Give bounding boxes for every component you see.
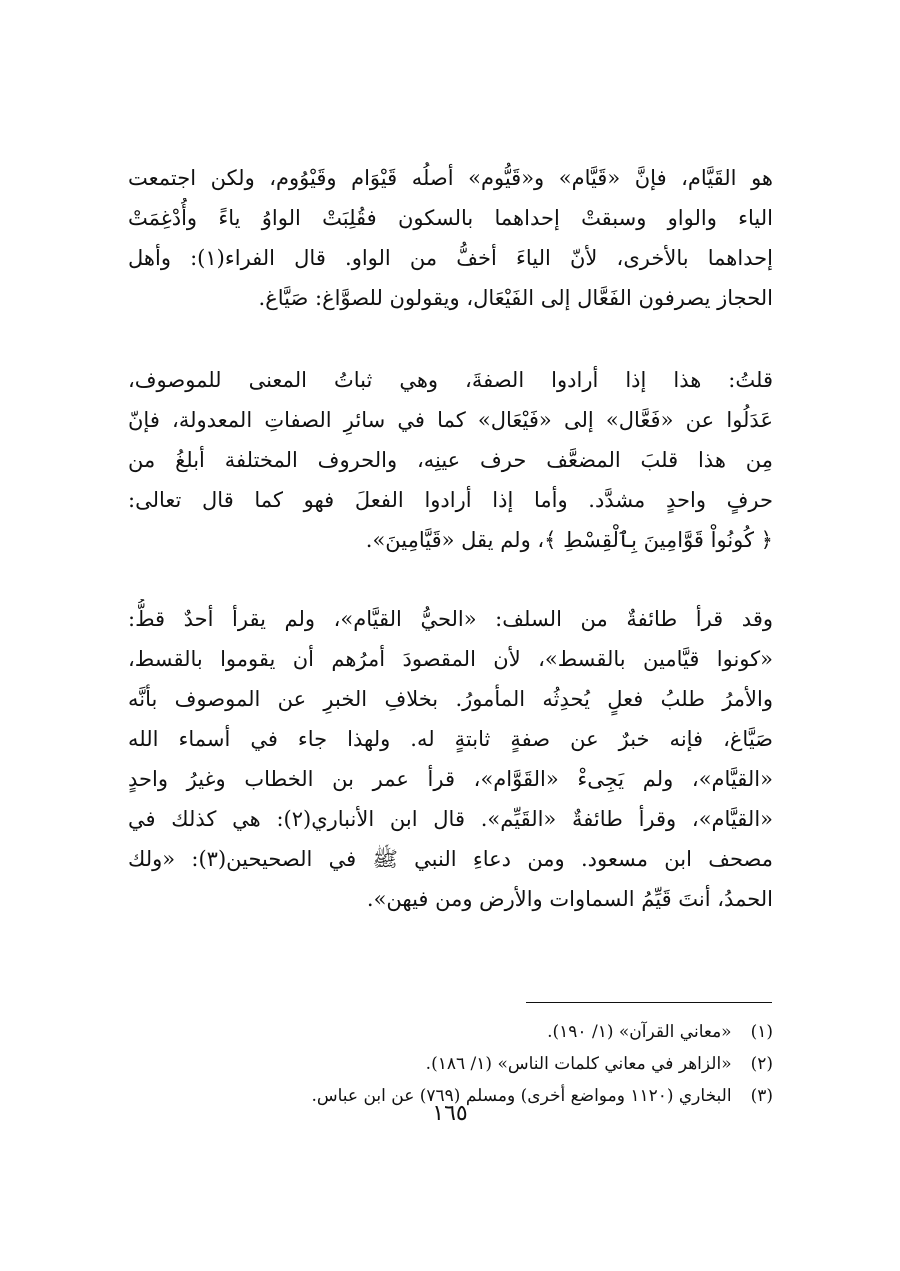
text-line: الحمدُ، أنتَ قَيِّمُ السماوات والأرض ومن فيهن».: [366, 887, 773, 911]
text-line: وقد قرأ طائفةٌ من السلف: «الحيُّ القيَّام»، ولم يقرأ أحدٌ قطُّ:: [128, 607, 773, 631]
paragraph-2: [128, 360, 773, 560]
text-line: قلتُ: هذا إذا أرادوا الصفةَ، وهي ثباتُ المعنى للموصوف،: [128, 368, 773, 392]
footnote-2: [128, 1048, 773, 1080]
footnote-number: (١): [750, 1022, 773, 1042]
footnote-text: «الزاهر في معاني كلمات الناس» (١/ ١٨٦).: [425, 1054, 732, 1074]
text-line: عَدَلُوا عن «فَعَّال» إلى «فَيْعَال» كما في سائرِ الصفاتِ المعدولة، فإنّ: [128, 408, 773, 432]
text-line: حرفٍ واحدٍ مشدَّد. وأما إذا أرادوا الفعلَ فهو كما قال تعالى:: [128, 488, 773, 512]
paragraph-1: [128, 158, 773, 318]
text-line: هو القَيَّام، فإنَّ «قَيَّام» و«قَيُّوم» أصلُه قَيْوَام وقَيْوُوم، ولكن اجتمعت: [128, 166, 773, 190]
text-line: «كونوا قيَّامين بالقسط»، لأن المقصودَ أمرُهم أن يقوموا بالقسط،: [128, 647, 773, 671]
text-line: ﴿ كُونُواْ قَوَّامِينَ بِٱلْقِسْطِ ﴾، ولم يقل «قَيَّامِينَ».: [365, 528, 773, 552]
text-line: الياء والواو وسبقتْ إحداهما بالسكون فقُلِبَتْ الواوُ ياءً وأُدْغِمَتْ: [128, 206, 773, 230]
text-line: مصحف ابن مسعود. ومن دعاءِ النبي ﷺ في الصحيحين(٣): «ولك: [128, 847, 773, 871]
footnote-text: البخاري (١١٢٠ ومواضع أخرى) ومسلم (٧٦٩) عن ابن عباس.: [311, 1086, 732, 1106]
footnote-text: «معاني القرآن» (١/ ١٩٠).: [547, 1022, 732, 1042]
footnote-divider: [526, 1002, 772, 1003]
footnote-number: (٣): [750, 1086, 773, 1106]
paragraph-3: [128, 599, 773, 919]
text-line: «القيَّام»، ولم يَجِىءْ «القَوَّام»، قرأ عمر بن الخطاب وغيرُ واحدٍ: [128, 767, 773, 791]
text-line: «القيَّام»، وقرأ طائفةٌ «القَيِّم». قال ابن الأنباري(٢): هي كذلك في: [128, 807, 773, 831]
text-line: الحجاز يصرفون الفَعَّال إلى الفَيْعَال، ويقولون للصوَّاغ: صَيَّاغ.: [258, 286, 773, 310]
page-number: ١٦٥: [432, 1101, 468, 1126]
footnote-number: (٢): [750, 1054, 773, 1074]
footnote-1: [128, 1016, 773, 1048]
text-line: إحداهما بالأخرى، لأنّ الياءَ أخفُّ من الواو. قال الفراء(١): وأهل: [128, 246, 773, 270]
text-line: مِن هذا قلبَ المضعَّف حرف عينِه، والحروف المختلفة أبلغُ من: [128, 448, 773, 472]
text-line: صَيَّاغ، فإنه خبرٌ عن صفةٍ ثابتةٍ له. ولهذا جاء في أسماء الله: [128, 727, 773, 751]
text-line: والأمرُ طلبُ فعلٍ يُحدِثُه المأمورُ. بخلافِ الخبرِ عن الموصوف بأنَّه: [128, 687, 773, 711]
